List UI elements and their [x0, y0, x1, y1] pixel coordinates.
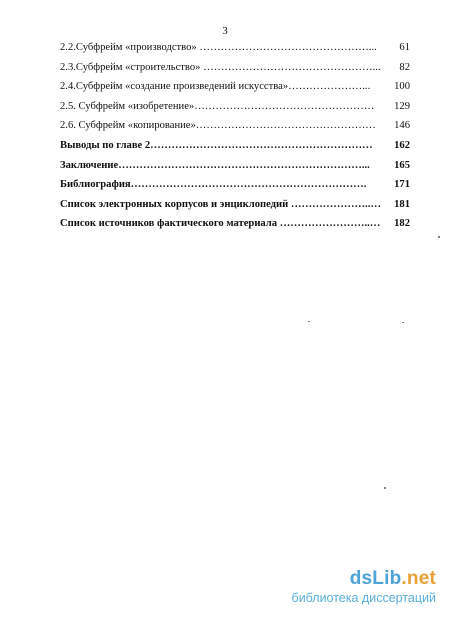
watermark: [292, 568, 436, 606]
toc-entry: [60, 77, 410, 97]
toc-entry-title: 2.5. Субфрейм «изобретение»……………………………………………: [60, 100, 375, 112]
watermark-logo-main: dsLib: [349, 568, 402, 589]
toc-entry-title: Библиография………………………………………………………….: [60, 179, 367, 191]
scan-speck: [402, 322, 404, 323]
watermark-logo-suffix: .net: [401, 568, 436, 589]
toc-entry-page: 146: [394, 120, 410, 132]
scan-speck: [308, 321, 310, 322]
scan-speck: [384, 487, 386, 489]
toc-entry: [60, 58, 410, 78]
page-number: 3: [222, 25, 228, 37]
toc-entry: [60, 97, 410, 117]
table-of-contents: [60, 38, 410, 234]
toc-entry: [60, 136, 410, 156]
toc-entry: [60, 195, 410, 215]
watermark-caption: библиотека диссертаций: [291, 591, 436, 605]
toc-entry-title: Список источников фактического материала ……………………..…: [60, 218, 381, 230]
toc-entry-title: 2.4.Субфрейм «создание произведений искусства»…………………...: [60, 81, 371, 93]
toc-entry-title: Заключение……………………………………………………………...: [60, 159, 370, 171]
toc-entry-title: 2.6. Субфрейм «копирование»……………………………………………: [60, 120, 376, 132]
toc-entry: [60, 38, 410, 58]
toc-entry-page: 61: [399, 42, 410, 53]
toc-entry-page: 100: [394, 81, 410, 93]
toc-entry-page: 162: [394, 139, 410, 151]
toc-entry-title: 2.3.Субфрейм «строительство» …………………………………………...: [60, 61, 381, 73]
toc-entry-page: 182: [394, 218, 410, 230]
toc-entry: [60, 214, 410, 234]
toc-entry: [60, 175, 410, 195]
toc-entry-page: 129: [394, 100, 410, 112]
toc-entry: [60, 116, 410, 136]
toc-entry-page: 171: [394, 179, 410, 191]
toc-entry-title: 2.2.Субфрейм «производство» …………………………………………...: [60, 42, 377, 53]
toc-entry-page: 181: [394, 198, 410, 210]
toc-entry-title: Список электронных корпусов и энциклопедий …………………..…: [60, 198, 381, 210]
toc-entry-title: Выводы по главе 2………………………………………………………: [60, 139, 373, 151]
scan-speck: [438, 236, 440, 238]
watermark-logo: [292, 568, 436, 590]
toc-entry-page: 82: [399, 61, 410, 73]
toc-entry-page: 165: [394, 159, 410, 171]
toc-entry: [60, 156, 410, 176]
